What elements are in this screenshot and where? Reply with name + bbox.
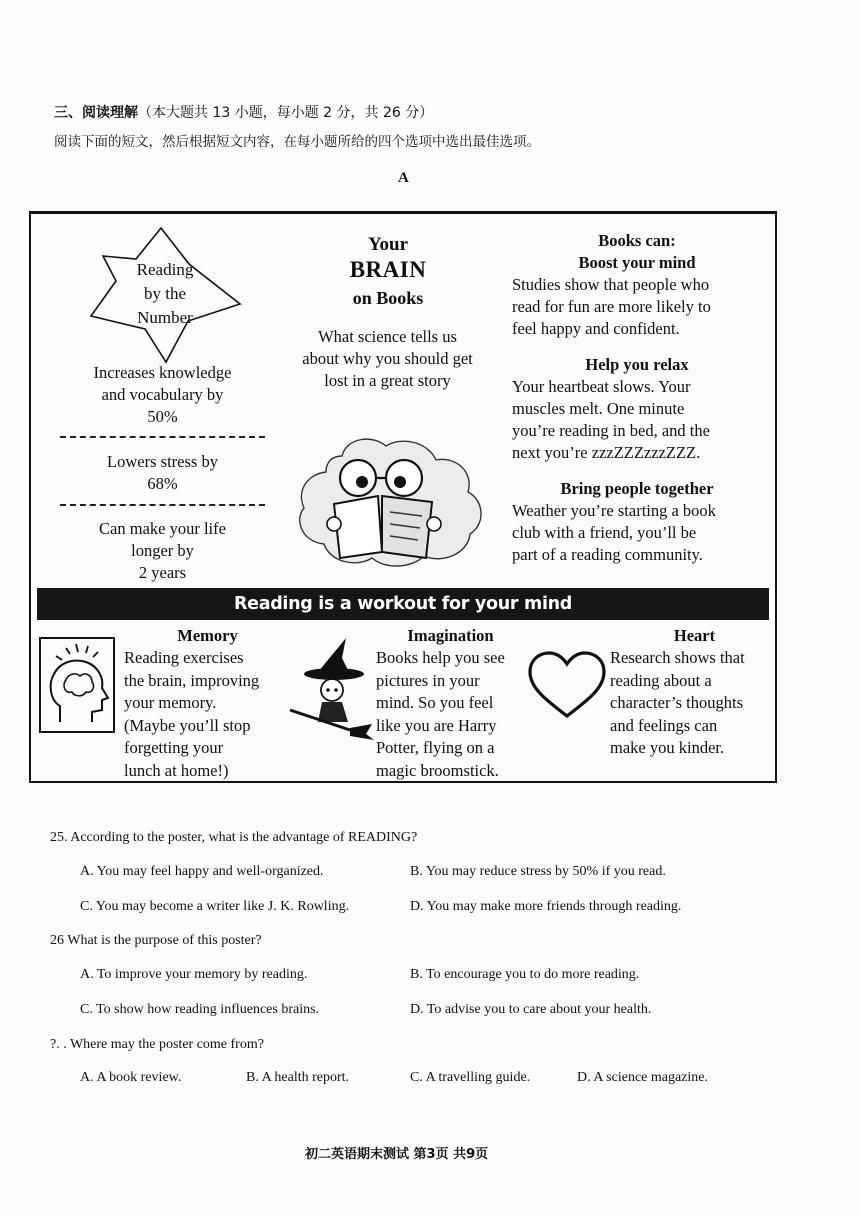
heart-line: make you kinder. (610, 738, 725, 757)
center-sub-line: What science tells us (318, 327, 457, 346)
stat-line: Lowers stress by (107, 452, 218, 471)
stat-divider (60, 436, 265, 438)
center-title-books: on Books (352, 288, 424, 308)
stat-divider (60, 504, 265, 506)
question-text: Where may the poster come from? (69, 1037, 264, 1052)
center-sub-line: about why you should get (302, 349, 473, 368)
imagination-line: magic broomstick. (376, 760, 499, 780)
heart-icon (526, 650, 608, 720)
star-line: Reading (136, 260, 194, 279)
stat-line: Increases knowledge (93, 363, 232, 382)
page-footer: 初二英语期末测试 第3页 共9页 (305, 1147, 489, 1162)
section-instruction: 阅读下面的短文，然后根据短文内容，在每小题所给的四个选项中选出最佳选项。 (54, 134, 540, 150)
stat-value: 68% (147, 474, 178, 493)
answer-option[interactable]: C. You may become a writer like J. K. Rowling. (80, 899, 350, 914)
benefit-heading: Boost your mind (578, 253, 696, 272)
imagination-line: pictures in your (376, 670, 480, 690)
benefit-line: read for fun are more likely to (512, 297, 711, 316)
answer-option[interactable]: A. To improve your memory by reading. (80, 967, 308, 982)
stat-line: longer by (131, 541, 194, 560)
question-text: According to the poster, what is the advantage of READING? (70, 830, 418, 845)
benefit-line: club with a friend, you’ll be (512, 523, 697, 542)
heart-line: Research shows that (610, 648, 745, 667)
heart-text (610, 647, 770, 760)
answer-option[interactable]: B. You may reduce stress by 50% if you read. (410, 864, 666, 879)
answer-option[interactable]: C. A travelling guide. (410, 1070, 531, 1085)
benefit-line: Your heartbeat slows. Your (512, 377, 691, 396)
star-line: Number (137, 308, 193, 327)
imagination-line: Potter, flying on a (376, 738, 495, 757)
imagination-line: like you are Harry (376, 715, 497, 735)
stat-stress (70, 451, 255, 495)
star-line: by the (143, 284, 187, 303)
section-title-text: 三、阅读理解 (54, 105, 138, 121)
question-text: What is the purpose of this poster? (67, 933, 262, 948)
center-title-brain: BRAIN (349, 257, 427, 282)
answer-option[interactable]: D. To advise you to care about your health. (410, 1002, 652, 1017)
heart-line: and feelings can (610, 715, 718, 735)
stat-line: Can make your life (99, 519, 226, 538)
witch-broomstick-icon (284, 636, 376, 740)
answer-option[interactable]: D. You may make more friends through reading. (410, 899, 682, 914)
memory-line: the brain, improving (124, 670, 260, 690)
benefit-line: Studies show that people who (512, 275, 710, 294)
heart-heading: Heart (673, 626, 716, 645)
answer-option[interactable]: A. A book review. (80, 1070, 182, 1085)
center-title-your: Your (367, 234, 409, 255)
answer-option[interactable]: B. To encourage you to do more reading. (410, 967, 640, 982)
imagination-text (376, 647, 536, 782)
stat-life (70, 518, 255, 584)
benefit-line: next you’re zzzZZZzzzZZZ. (512, 443, 701, 462)
star-text (110, 258, 220, 330)
benefit-line: part of a reading community. (512, 545, 703, 564)
memory-line: lunch at home!) (124, 760, 229, 780)
question-number: 25. (50, 830, 68, 845)
answer-option[interactable]: D. A science magazine. (577, 1070, 709, 1085)
head-brain-icon (38, 636, 116, 734)
heart-line: reading about a (610, 670, 712, 690)
imagination-line: Books help you see (376, 648, 505, 667)
right-column (512, 230, 762, 566)
section-title (54, 102, 433, 122)
question-stem (50, 933, 262, 949)
memory-line: Reading exercises (124, 648, 244, 667)
benefit-line: feel happy and confident. (512, 319, 680, 338)
answer-option[interactable]: A. You may feel happy and well-organized. (80, 864, 324, 879)
stat-value: 2 years (138, 563, 187, 582)
question-stem (50, 830, 417, 846)
memory-line: forgetting your (124, 738, 224, 757)
brain-reading-icon (286, 412, 492, 572)
imagination-heading: Imagination (407, 626, 494, 645)
benefit-line: muscles melt. One minute (512, 399, 685, 418)
passage-letter: A (398, 170, 409, 186)
question-stem (50, 1037, 264, 1053)
stat-knowledge (70, 362, 255, 428)
memory-heading: Memory (177, 626, 238, 645)
center-sub-line: lost in a great story (324, 371, 451, 390)
center-subtitle (280, 326, 495, 392)
heart-line: character’s thoughts (610, 693, 744, 712)
benefit-line: Weather you’re starting a book (512, 501, 716, 520)
right-title: Books can: (598, 231, 676, 250)
answer-option[interactable]: C. To show how reading influences brains. (80, 1002, 320, 1017)
poster-band: Reading is a workout for your mind (37, 588, 769, 620)
benefit-line: you’re reading in bed, and the (512, 421, 710, 440)
memory-line: (Maybe you’ll stop (124, 715, 251, 735)
question-number: 26 (50, 933, 64, 948)
benefit-heading: Help you relax (585, 355, 689, 374)
stat-line: and vocabulary by (101, 385, 224, 404)
answer-option[interactable]: B. A health report. (246, 1070, 350, 1085)
memory-line: your memory. (124, 693, 217, 712)
section-title-note: （本大题共 13 小题，每小题 2 分，共 26 分） (138, 105, 434, 121)
stat-value: 50% (147, 407, 178, 426)
memory-text (124, 647, 289, 782)
imagination-line: mind. So you feel (376, 693, 494, 712)
benefit-heading: Bring people together (560, 479, 714, 498)
question-number: ?. . (50, 1037, 67, 1052)
